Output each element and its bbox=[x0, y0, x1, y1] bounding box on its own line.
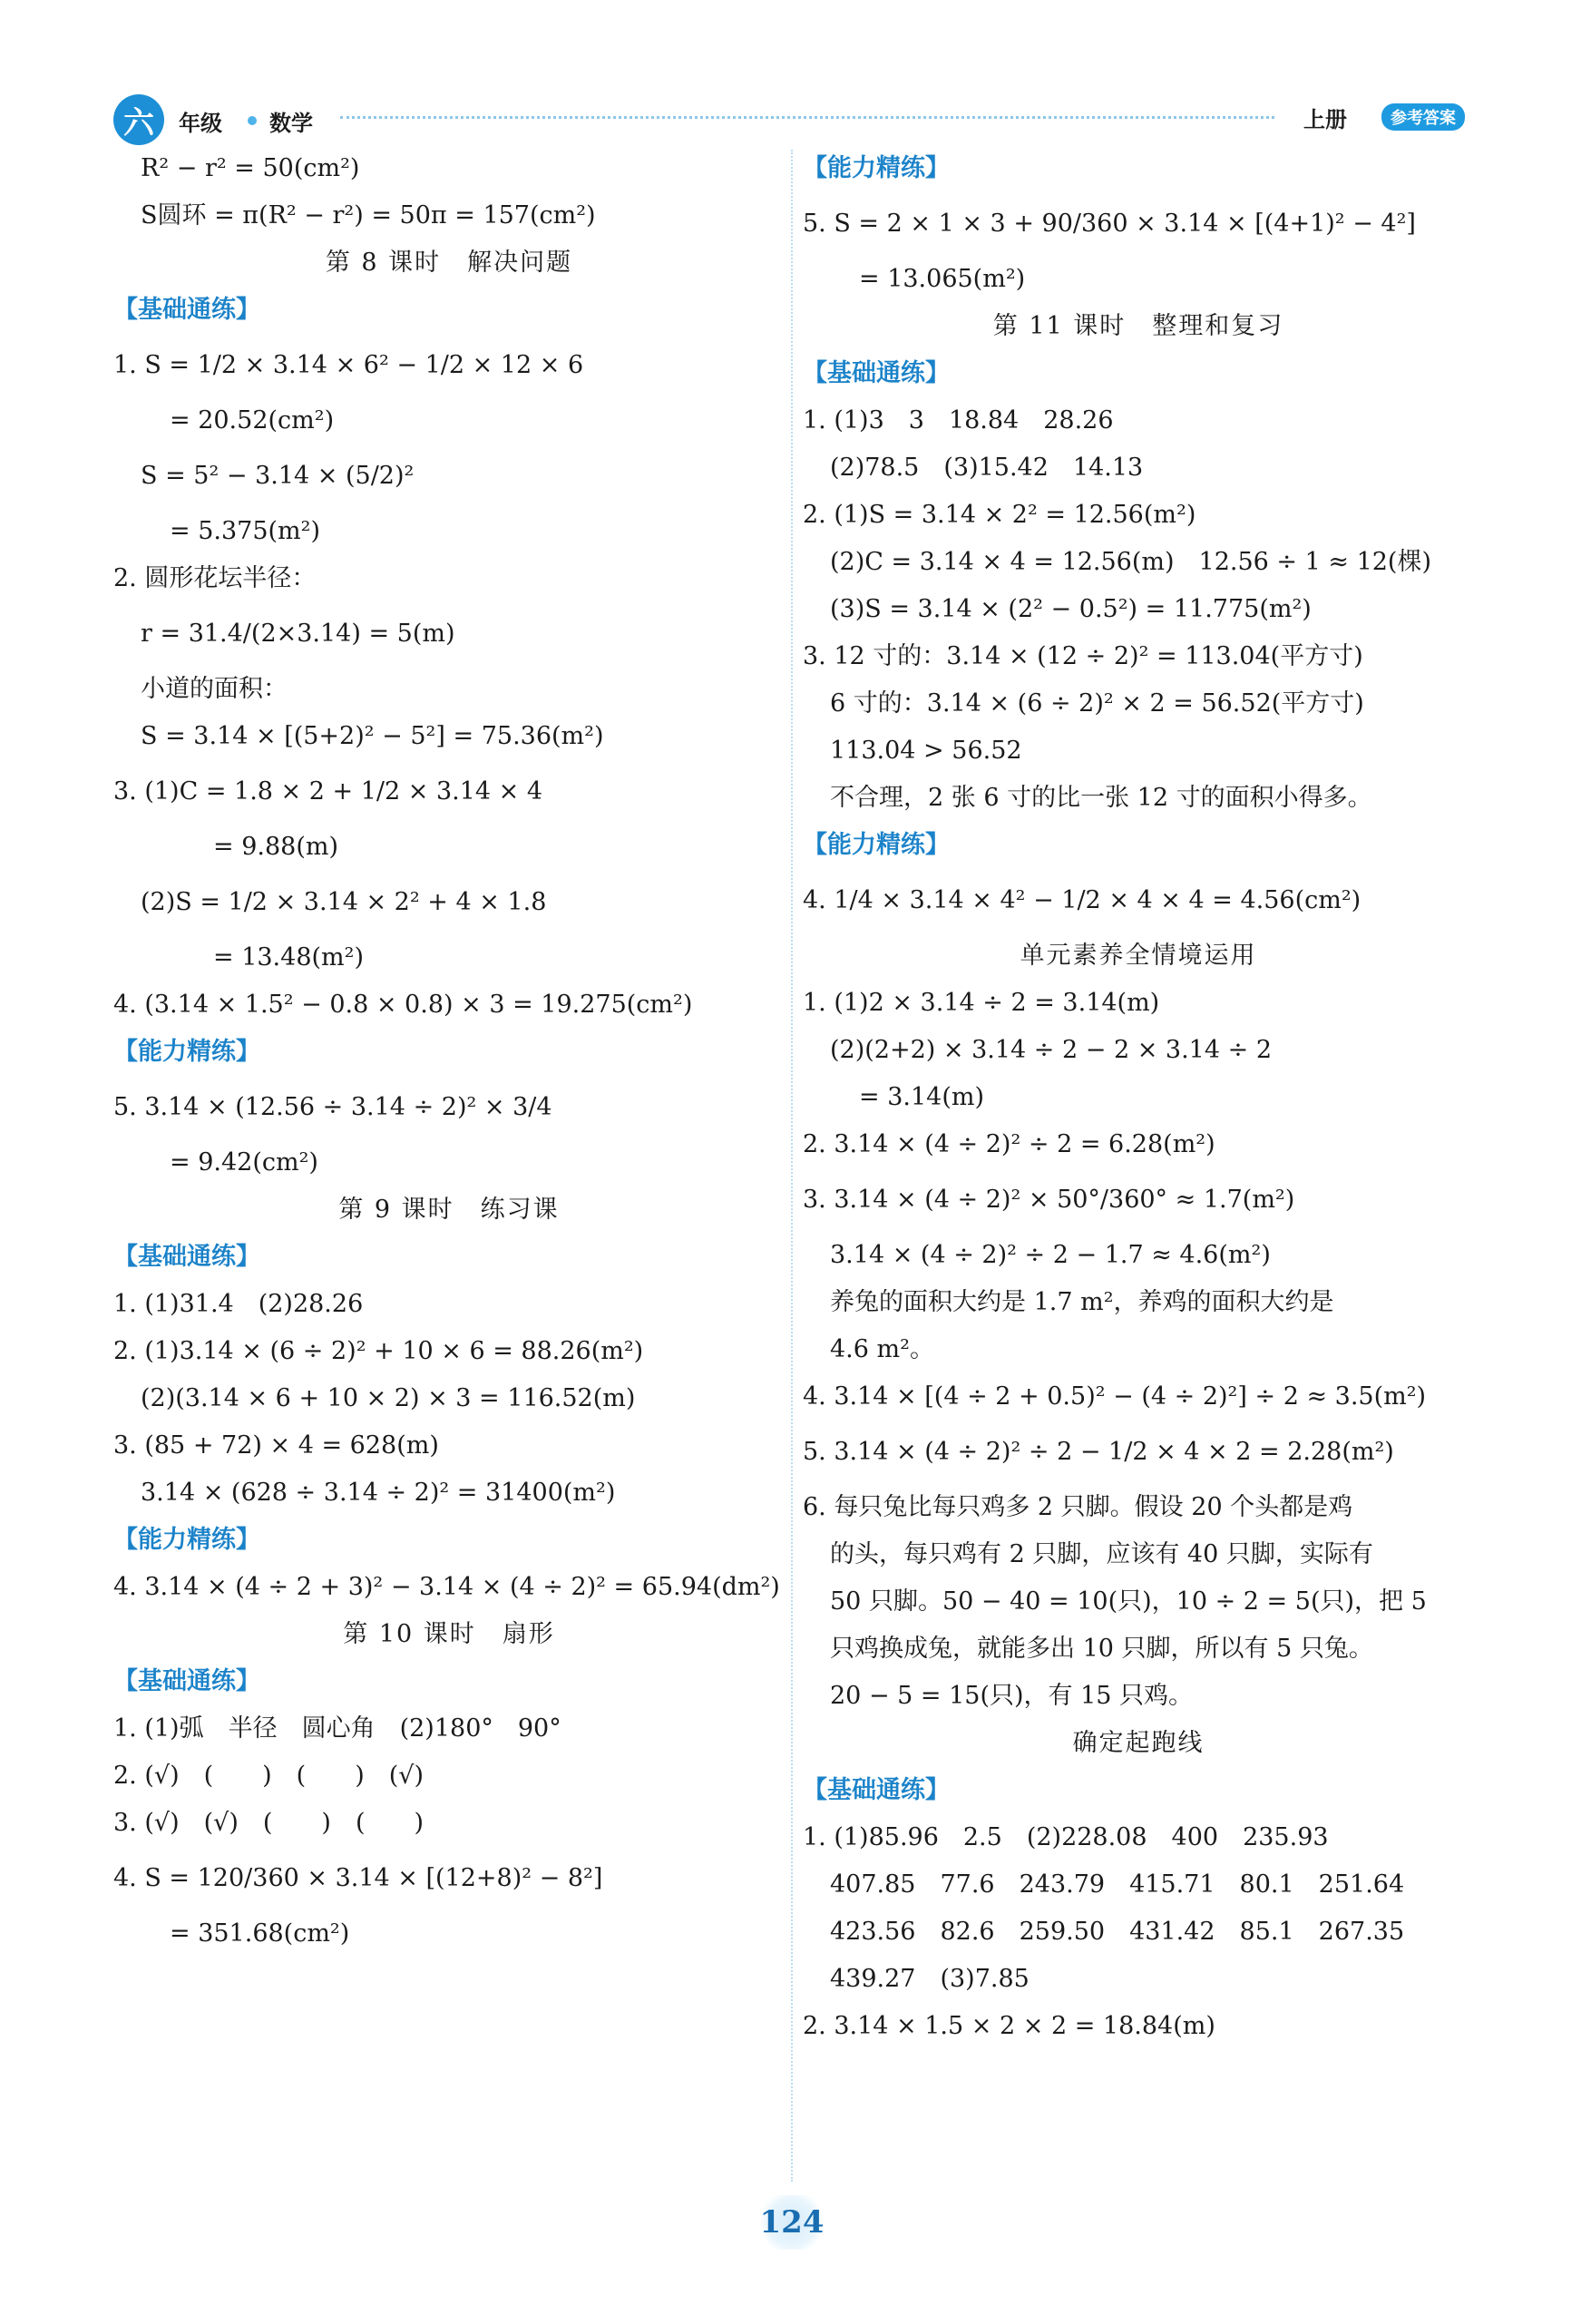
answer-line: 6 寸的：3.14 × (6 ÷ 2)² × 2 = 56.52(平方寸) bbox=[830, 689, 1364, 718]
answer-line: 只鸡换成兔，就能多出 10 只脚，所以有 5 只兔。 bbox=[830, 1635, 1373, 1663]
section-title: 确定起跑线 bbox=[1072, 1729, 1205, 1757]
answer-line: R² − r² = 50(cm²) bbox=[141, 154, 360, 182]
answer-line: 5. S = 2 × 1 × 3 + 90/360 × 3.14 × [(4+1)² − 4²] bbox=[803, 210, 1416, 238]
answer-line: r = 31.4/(2×3.14) = 5(m) bbox=[141, 620, 455, 648]
answer-line: S = 3.14 × [(5+2)² − 5²] = 75.36(m²) bbox=[141, 722, 604, 750]
answer-line: 2. 3.14 × (4 ÷ 2)² ÷ 2 = 6.28(m²) bbox=[803, 1130, 1215, 1158]
answer-line: = 20.52(cm²) bbox=[170, 406, 335, 435]
section-tag: 【基础通练】 bbox=[803, 359, 950, 387]
answer-line: 1. (1)2 × 3.14 ÷ 2 = 3.14(m) bbox=[803, 989, 1160, 1017]
answer-line: (2)78.5 (3)15.42 14.13 bbox=[830, 454, 1144, 482]
answer-line: 2. (1)S = 3.14 × 2² = 12.56(m²) bbox=[803, 501, 1196, 529]
answer-line: S圆环 = π(R² − r²) = 50π = 157(cm²) bbox=[141, 201, 596, 229]
answer-line: 4. (3.14 × 1.5² − 0.8 × 0.8) × 3 = 19.275(cm²) bbox=[113, 991, 693, 1019]
answer-line: 2. (1)3.14 × (6 ÷ 2)² + 10 × 6 = 88.26(m²) bbox=[113, 1337, 644, 1365]
grade-badge: 六 bbox=[113, 94, 164, 145]
answer-line: (2)(2+2) × 3.14 ÷ 2 − 2 × 3.14 ÷ 2 bbox=[830, 1036, 1273, 1064]
answer-line: 20 − 5 = 15(只)，有 15 只鸡。 bbox=[830, 1682, 1194, 1710]
section-tag: 【基础通练】 bbox=[113, 1667, 260, 1695]
answer-line: 4. S = 120/360 × 3.14 × [(12+8)² − 8²] bbox=[113, 1864, 603, 1892]
answer-line: (2)C = 3.14 × 4 = 12.56(m) 12.56 ÷ 1 ≈ 12(棵) bbox=[830, 548, 1432, 576]
answer-line: 6. 每只兔比每只鸡多 2 只脚。假设 20 个头都是鸡 bbox=[803, 1493, 1353, 1521]
answer-line: 2. 3.14 × 1.5 × 2 × 2 = 18.84(m) bbox=[803, 2012, 1215, 2040]
answer-line: = 3.14(m) bbox=[859, 1083, 984, 1111]
section-tag: 【基础通练】 bbox=[113, 1243, 260, 1271]
answer-line: 3. 3.14 × (4 ÷ 2)² × 50°/360° ≈ 1.7(m²) bbox=[803, 1186, 1295, 1214]
section-title: 第 11 课时 整理和复习 bbox=[992, 312, 1284, 340]
section-title: 第 9 课时 练习课 bbox=[338, 1196, 560, 1224]
answer-line: 3. (85 + 72) × 4 = 628(m) bbox=[113, 1431, 439, 1460]
answer-line: 1. S = 1/2 × 3.14 × 6² − 1/2 × 12 × 6 bbox=[113, 351, 584, 379]
answer-line: 5. 3.14 × (12.56 ÷ 3.14 ÷ 2)² × 3/4 bbox=[113, 1093, 552, 1121]
answer-line: 3.14 × (628 ÷ 3.14 ÷ 2)² = 31400(m²) bbox=[141, 1479, 616, 1507]
section-title: 第 10 课时 扇形 bbox=[343, 1620, 555, 1648]
left-column bbox=[113, 145, 785, 1958]
answer-line: S = 5² − 3.14 × (5/2)² bbox=[141, 462, 415, 490]
answer-line: = 13.48(m²) bbox=[213, 943, 364, 972]
answer-line: 养兔的面积大约是 1.7 m²，养鸡的面积大约是 bbox=[830, 1288, 1334, 1316]
answer-line: 的头，每只鸡有 2 只脚，应该有 40 只脚，实际有 bbox=[830, 1540, 1373, 1568]
answer-line: 1. (1)弧 半径 圆心角 (2)180° 90° bbox=[113, 1714, 561, 1743]
answer-line: 1. (1)31.4 (2)28.26 bbox=[113, 1290, 364, 1318]
answer-line: 小道的面积： bbox=[141, 675, 288, 703]
section-tag: 【能力精练】 bbox=[803, 831, 950, 859]
answer-line: 439.27 (3)7.85 bbox=[830, 1965, 1030, 1993]
answer-line: 4.6 m²。 bbox=[830, 1335, 934, 1363]
answer-line: 不合理，2 张 6 寸的比一张 12 寸的面积小得多。 bbox=[830, 784, 1372, 812]
answer-line: 3. (√) (√) ( ) ( ) bbox=[113, 1809, 425, 1837]
answer-line: 50 只脚。50 − 40 = 10(只)，10 ÷ 2 = 5(只)，把 5 bbox=[830, 1587, 1427, 1616]
answer-line: 3.14 × (4 ÷ 2)² ÷ 2 − 1.7 ≈ 4.6(m²) bbox=[830, 1241, 1271, 1269]
answer-line: (2)(3.14 × 6 + 10 × 2) × 3 = 116.52(m) bbox=[141, 1384, 636, 1412]
header-divider bbox=[340, 116, 1274, 119]
answer-line: 4. 3.14 × (4 ÷ 2 + 3)² − 3.14 × (4 ÷ 2)² = 65.94(dm²) bbox=[113, 1573, 780, 1601]
section-title: 单元素养全情境运用 bbox=[1020, 942, 1257, 970]
answer-line: 4. 1/4 × 3.14 × 4² − 1/2 × 4 × 4 = 4.56(cm²) bbox=[803, 886, 1361, 914]
section-tag: 【基础通练】 bbox=[113, 296, 260, 324]
right-column bbox=[803, 145, 1474, 2050]
answer-line: (2)S = 1/2 × 3.14 × 2² + 4 × 1.8 bbox=[141, 888, 547, 916]
answers-badge: 参考答案 bbox=[1381, 103, 1465, 131]
answer-line: = 5.375(m²) bbox=[170, 517, 320, 545]
answer-line: 1. (1)3 3 18.84 28.26 bbox=[803, 406, 1114, 435]
answer-line: 423.56 82.6 259.50 431.42 85.1 267.35 bbox=[830, 1918, 1405, 1946]
answer-line: 407.85 77.6 243.79 415.71 80.1 251.64 bbox=[830, 1870, 1405, 1899]
answer-line: 2. (√) ( ) ( ) (√) bbox=[113, 1762, 425, 1790]
section-tag: 【能力精练】 bbox=[113, 1038, 260, 1066]
answer-line: 4. 3.14 × [(4 ÷ 2 + 0.5)² − (4 ÷ 2)²] ÷ 2 ≈ 3.5(m²) bbox=[803, 1382, 1427, 1411]
section-title: 第 8 课时 解决问题 bbox=[325, 249, 573, 277]
subject-label: 数学 bbox=[269, 111, 313, 136]
answer-line: = 9.88(m) bbox=[213, 833, 338, 861]
grade-label: 年级 bbox=[179, 111, 222, 136]
answer-line: 5. 3.14 × (4 ÷ 2)² ÷ 2 − 1/2 × 4 × 2 = 2.28(m²) bbox=[803, 1438, 1394, 1466]
dot-separator bbox=[248, 116, 257, 125]
page-number: 124 bbox=[758, 2195, 825, 2250]
section-tag: 【能力精练】 bbox=[113, 1526, 260, 1554]
answer-line: = 9.42(cm²) bbox=[170, 1148, 318, 1177]
section-tag: 【基础通练】 bbox=[803, 1776, 950, 1804]
answer-line: = 351.68(cm²) bbox=[170, 1919, 350, 1948]
answer-line: 2. 圆形花坛半径： bbox=[113, 564, 317, 592]
answer-line: = 13.065(m²) bbox=[859, 265, 1026, 293]
section-tag: 【能力精练】 bbox=[803, 154, 950, 182]
answer-line: 113.04 > 56.52 bbox=[830, 737, 1022, 765]
column-divider bbox=[791, 150, 793, 2182]
answer-line: 3. 12 寸的：3.14 × (12 ÷ 2)² = 113.04(平方寸) bbox=[803, 642, 1363, 670]
answer-line: 1. (1)85.96 2.5 (2)228.08 400 235.93 bbox=[803, 1823, 1329, 1851]
volume-label: 上册 bbox=[1303, 107, 1347, 132]
answer-line: (3)S = 3.14 × (2² − 0.5²) = 11.775(m²) bbox=[830, 595, 1312, 623]
answer-line: 3. (1)C = 1.8 × 2 + 1/2 × 3.14 × 4 bbox=[113, 777, 543, 806]
